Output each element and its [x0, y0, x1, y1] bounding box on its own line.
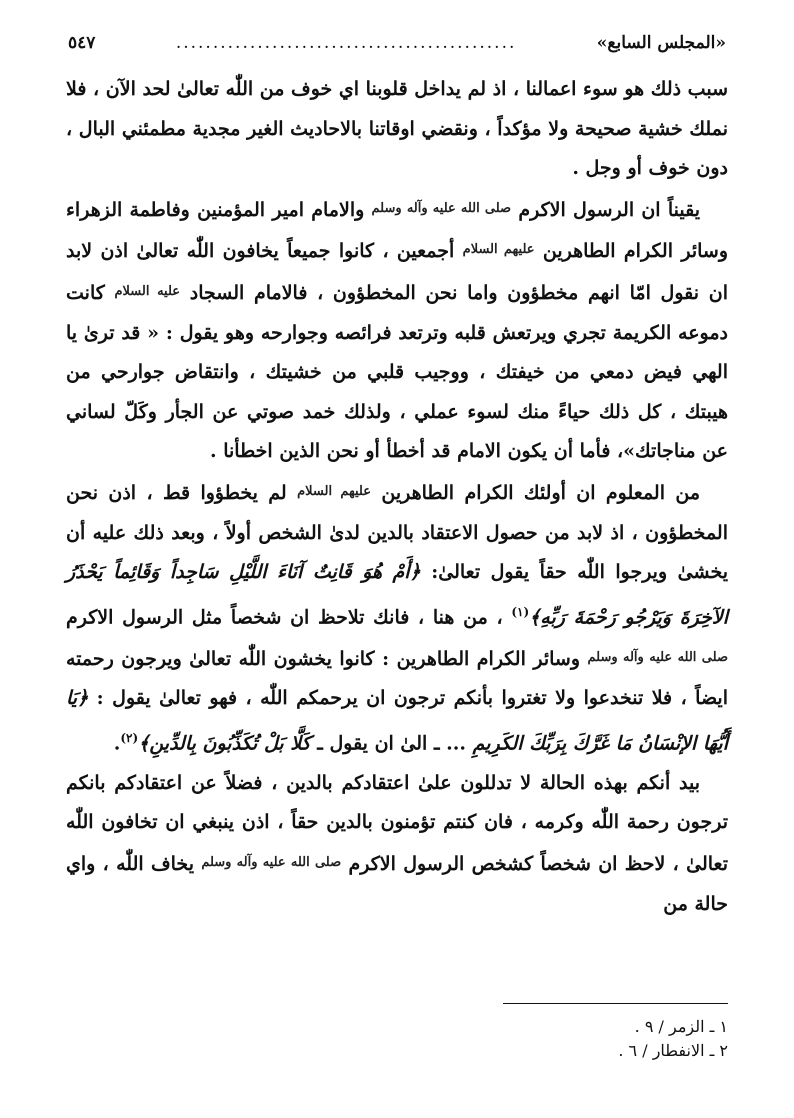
- p3-text-5: ... ـ الىٰ ان يقول ـ: [317, 732, 466, 755]
- chapter-title: «المجلس السابع»: [596, 33, 726, 53]
- prophet-honorific: صلى الله عليه وآله وسلم: [587, 649, 728, 665]
- body-text: [66, 70, 728, 924]
- quran-verse-2-end: كَلَّا بَلْ تُكَذِّبُونَ بِالدِّينِ﴾: [138, 732, 311, 755]
- p3-text-2: لم يخطؤوا قط ، اذن نحن المخطؤون ، اذ لابد من حصول الاعتقاد بالدين لدىٰ الشخص أولاً ، وبعد ذلك عليه أن يخشىٰ ويرجوا اللّٰه حقاً يقول تعالىٰ:: [66, 481, 728, 584]
- p4-text-1: بيد أنكم بهذه الحالة لا تدللون علىٰ اعتقادكم بالدين ، فضلاً عن اعتقادكم بانكم ترجون رحمة اللّٰه وكرمه ، فان كنتم تؤمنون بالدين حقاً ، اذن ينبغي ان تخافون اللّٰه تعالىٰ ، لاحظ ان شخصاً كشخص الرسول الاكرم: [66, 771, 729, 875]
- p4-text-2: يخاف اللّٰه ، واي حالة من: [66, 852, 728, 915]
- paragraph-3: [66, 472, 728, 764]
- footnote-2: ٢ ـ الانفطار / ٦ .: [618, 1041, 728, 1060]
- quran-verse-1: ﴿أَمْ هُوَ قَانِتٌ آنَاءَ اللَّيْلِ سَاجِداً وَقَائِماً يَحْذَرُ الآخِرَةَ وَيَرْجُو رَحْمَةَ رَبِّهِ﴾: [66, 561, 728, 629]
- paragraph-4: [66, 764, 728, 924]
- prophet-honorific: صلى الله عليه وآله وسلم: [201, 854, 342, 870]
- header-dot-leader: ..............................................: [175, 33, 517, 53]
- p2-text-1: يقيناً ان الرسول الاكرم: [518, 198, 700, 221]
- p3-text-1: من المعلوم ان أولئك الكرام الطاهرين: [381, 481, 701, 504]
- quran-verse-2-start: ﴿يَا أَيُّهَا الإنْسَانُ مَا غَرَّكَ بِرَبِّكَ الكَرِيمِ: [66, 687, 728, 755]
- footnote-ref-2: (٢): [120, 730, 139, 745]
- p3-text-3: ، من هنا ، فانك تلاحظ ان شخصاً مثل الرسول الاكرم: [66, 606, 503, 629]
- imams-honorific: عليهم السلام: [297, 483, 371, 499]
- p2-text-3: أجمعين ، كانوا جميعاً يخافون اللّٰه تعالىٰ اذن لابد ان نقول امّا انهم مخطؤون واما نحن المخطؤون ، فالامام السجاد: [66, 240, 728, 304]
- imam-honorific: عليه السلام: [114, 283, 181, 299]
- running-header: [68, 28, 726, 58]
- prophet-honorific: صلى الله عليه وآله وسلم: [371, 200, 512, 216]
- supplication-quote: « قد ترىٰ يا الهي فيض دمعي من خيفتك ، ووجيب قلبي من خشيتك ، وانتقاض جوارحي من هيبتك ، كل ذلك حياءً منك لسوء عملي ، ولذلك خمد صوتي عن الجأر وكَلّ لساني عن مناجاتك»: [66, 321, 728, 463]
- footnote-1: ١ ـ الزمر / ٩ .: [634, 1017, 728, 1036]
- footnote-ref-1: (١): [511, 604, 530, 619]
- imams-honorific: عليهم السلام: [462, 242, 535, 258]
- p2-text-5: ، فأما أن يكون الامام قد أخطأ أو نحن الذين اخطأنا .: [210, 440, 624, 463]
- paragraph-1: سبب ذلك هو سوء اعمالنا ، اذ لم يداخل قلوبنا اي خوف من اللّٰه تعالىٰ لحد الآن ، فلا نملك خشية صحيحة ولا مؤكداً ، ونقضي اوقاتنا بالاحاديث الغير مجدية مطمئني البال ، دون خوف أو وجل .: [66, 78, 728, 180]
- p2-text-2: والامام امير المؤمنين وفاطمة الزهراء وسائر الكرام الطاهرين: [66, 198, 729, 263]
- p2-text-4: كانت دموعه الكريمة تجري ويرتعش قلبه وترتعد فرائصه وجوارحه وهو يقول :: [66, 281, 729, 344]
- footnote-separator: [503, 1003, 728, 1004]
- paragraph-2: [66, 189, 728, 472]
- footnotes: [618, 1015, 728, 1063]
- p3-text-6: .: [113, 732, 121, 755]
- page-number: ٥٤٧: [68, 33, 96, 53]
- p3-text-4: وسائر الكرام الطاهرين : كانوا يخشون اللّٰه تعالىٰ ويرجون رحمته ايضاً ، فلا تنخدعوا ولا تغتروا بأنكم ترجون ان يرحمكم اللّٰه ، فهو تعالىٰ يقول :: [66, 647, 728, 710]
